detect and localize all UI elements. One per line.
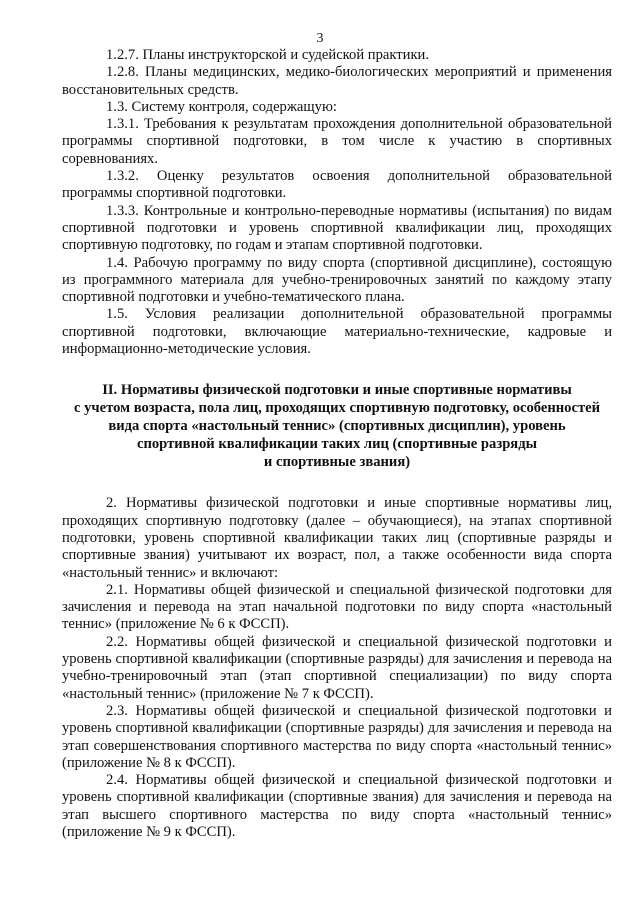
paragraph-2: 2. Нормативы физической подготовки и иные спортивные нормативы лиц, проходящих спортивную подготовку (далее – обучающиеся), на этапах спортивной подготовки, уровень спортивной квалификации таких лиц (спортивные разряды и спортивные звания) учитывают их возраст, пол, а также особенности вида спорта «настольный теннис» и включают: bbox=[62, 495, 612, 581]
document-body bbox=[62, 47, 612, 841]
section-heading-line: спортивной квалификации таких лиц (спортивные разряды bbox=[137, 436, 537, 453]
paragraph-2-2: 2.2. Нормативы общей физической и специальной физической подготовки и уровень спортивной квалификации (спортивные разряды) для зачисления и перевода на учебно-тренировочный этап (этап спортивной специализации) по виду спорта «настольный теннис» (приложение № 7 к ФССП). bbox=[62, 633, 612, 702]
paragraph-1-5: 1.5. Условия реализации дополнительной образовательной программы спортивной подготовки, включающие материально-технические, кадровые и информационно-методические условия. bbox=[62, 306, 612, 358]
paragraph-2-1: 2.1. Нормативы общей физической и специальной физической подготовки для зачисления и перевода на этап начальной подготовки по виду спорта «настольный теннис» (приложение № 6 к ФССП). bbox=[62, 581, 612, 633]
paragraph-1-2-7: 1.2.7. Планы инструкторской и судейской практики. bbox=[106, 47, 429, 63]
section-heading-line: вида спорта «настольный теннис» (спортивных дисциплин), уровень bbox=[108, 418, 566, 435]
section-heading-line: с учетом возраста, пола лиц, проходящих спортивную подготовку, особенностей bbox=[74, 400, 600, 417]
paragraph-2-3: 2.3. Нормативы общей физической и специальной физической подготовки и уровень спортивной квалификации (спортивные разряды) для зачисления и перевода на этап совершенствования спортивного мастерства по виду спорта «настольный теннис» (приложение № 8 к ФССП). bbox=[62, 702, 612, 771]
paragraph-1-4: 1.4. Рабочую программу по виду спорта (спортивной дисциплине), состоящую из программного материала для учебно-тренировочных занятий по каждому этапу спортивной подготовки и учебно-тематического плана. bbox=[62, 254, 612, 306]
paragraph-2-4: 2.4. Нормативы общей физической и специальной физической подготовки и уровень спортивной квалификации (спортивные звания) для зачисления и перевода на этап высшего спортивного мастерства по виду спорта «настольный теннис» (приложение № 9 к ФССП). bbox=[62, 772, 612, 840]
paragraph-1-2-8: 1.2.8. Планы медицинских, медико-биологических мероприятий и применения восстановительных средств. bbox=[62, 64, 612, 98]
section-heading-line: II. Нормативы физической подготовки и иные спортивные нормативы bbox=[102, 382, 572, 399]
paragraph-1-3-2: 1.3.2. Оценку результатов освоения дополнительной образовательной программы спортивной подготовки. bbox=[62, 168, 612, 202]
section-heading bbox=[62, 381, 612, 471]
paragraph-1-3-1: 1.3.1. Требования к результатам прохождения дополнительной образовательной программы спортивной подготовки, в том числе к участию в спортивных соревнованиях. bbox=[62, 116, 612, 167]
paragraph-1-3: 1.3. Систему контроля, содержащую: bbox=[106, 98, 337, 115]
page-number: 3 bbox=[316, 31, 324, 46]
section-heading-line: и спортивные звания) bbox=[263, 454, 411, 471]
paragraph-1-3-3: 1.3.3. Контрольные и контрольно-переводные нормативы (испытания) по видам спортивной подготовки и уровень спортивной квалификации лиц, проходящих спортивную подготовку, по годам и этапам спортивной подготовки. bbox=[62, 202, 612, 254]
